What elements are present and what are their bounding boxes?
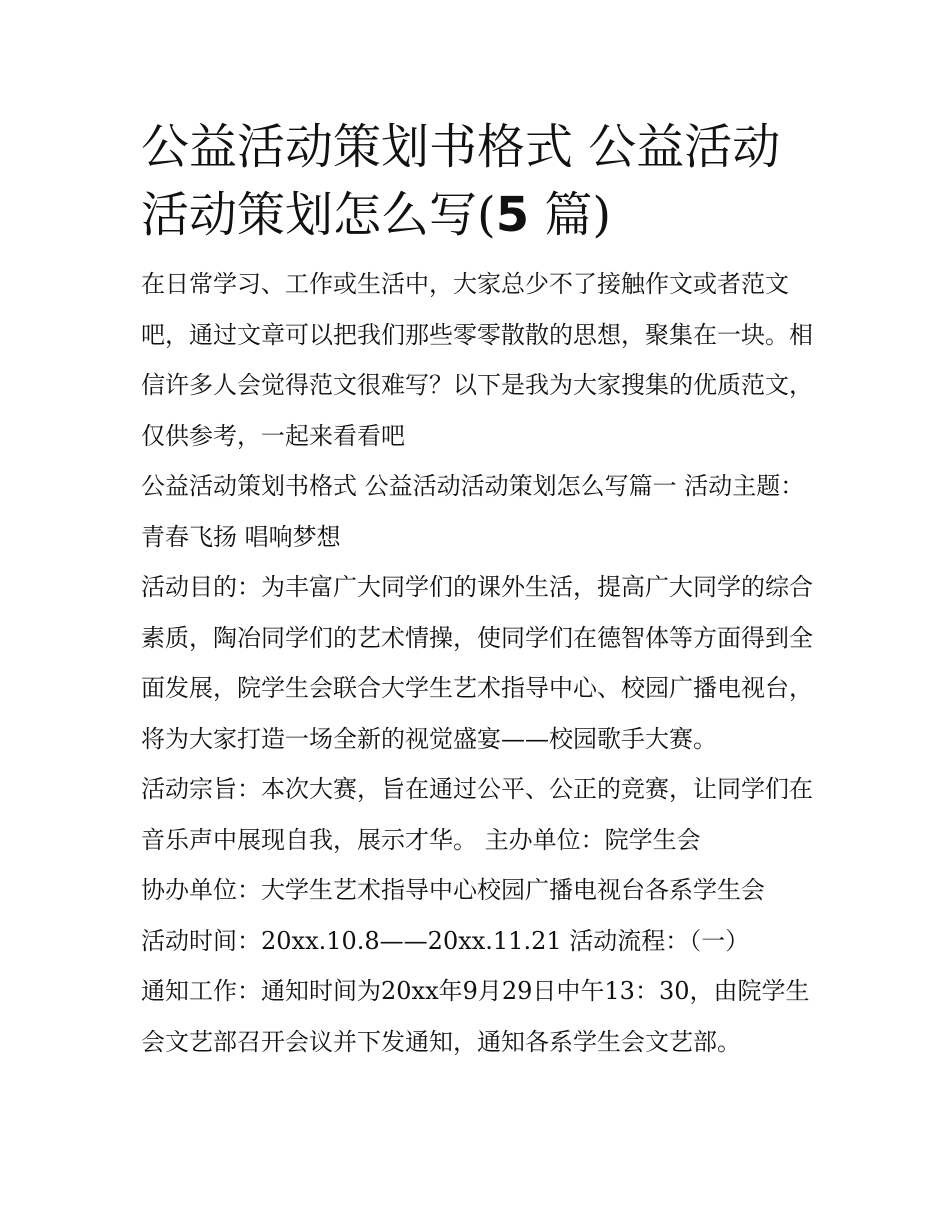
title-suffix: 篇)	[529, 187, 612, 243]
document-body	[141, 113, 813, 1067]
purpose-paragraph: 活动目的：为丰富广大同学们的课外生活，提高广大同学的综合素质，陶冶同学们的艺术情操，使同学们在德智体等方面得到全面发展，院学生会联合大学生艺术指导中心、校园广播电视台，将为大家打造一场全新的视觉盛宴——校园歌手大赛。	[141, 573, 813, 753]
document-title	[141, 113, 813, 249]
time-paragraph: 活动时间：20xx.10.8——20xx.11.21 活动流程：（一）	[141, 926, 750, 955]
notice-paragraph: 通知工作：通知时间为20xx年9月29日中午13：30，由院学生会文艺部召开会议并下发通知，通知各系学生会文艺部。	[141, 977, 810, 1056]
aim-paragraph: 活动宗旨：本次大赛，旨在通过公平、公正的竞赛，让同学们在音乐声中展现自我，展示才华。 主办单位：院学生会	[141, 775, 813, 854]
co-organizer-paragraph: 协办单位：大学生艺术指导中心校园广播电视台各系学生会	[141, 876, 765, 904]
section-heading-paragraph: 公益活动策划书格式 公益活动活动策划怎么写篇一 活动主题：青春飞扬 唱响梦想	[141, 472, 805, 551]
title-text: 公益活动策划书格式 公益活动活动策划怎么写(	[141, 119, 781, 243]
title-count: 5	[495, 187, 530, 243]
intro-paragraph: 在日常学习、工作或生活中，大家总少不了接触作文或者范文吧，通过文章可以把我们那些零零散散的思想，聚集在一块。相信许多人会觉得范文很难写？以下是我为大家搜集的优质范文，仅供参考，一起来看看吧	[141, 270, 813, 450]
